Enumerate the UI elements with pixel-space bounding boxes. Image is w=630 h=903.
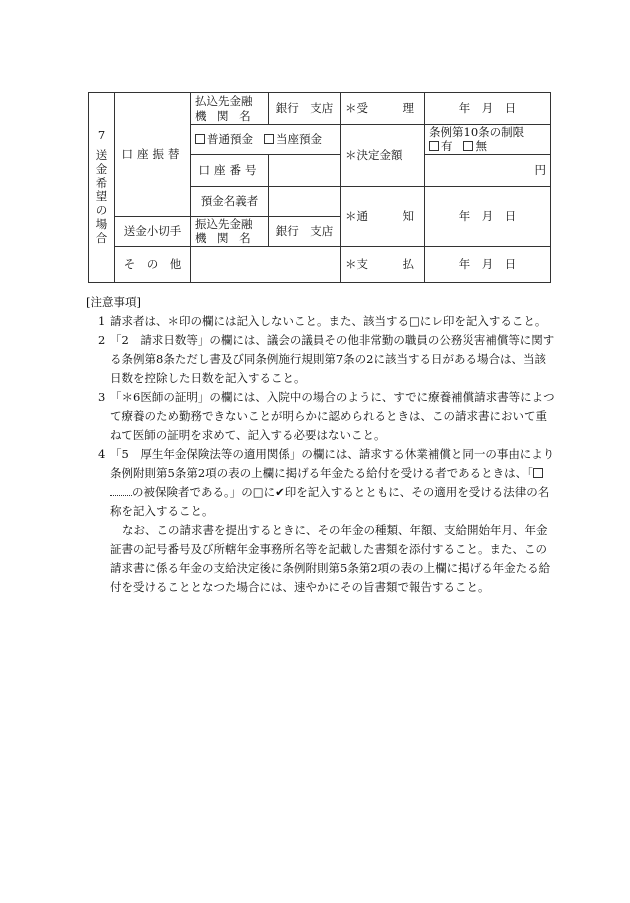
section-title-char: 合 [95, 230, 108, 245]
yokin-meigisha-field[interactable] [269, 186, 341, 216]
furikomi-bank-label-line1: 払込先金融 [195, 94, 253, 109]
uketori-date-cell[interactable]: 年 月 日 [425, 93, 551, 125]
note-number: 2 [98, 333, 106, 347]
note-item-4-continuation [86, 521, 556, 597]
toza-checkbox[interactable] [264, 134, 274, 144]
notes-section [86, 293, 556, 597]
note-number: 1 [98, 314, 106, 328]
jorei-text: 条例第10条の制限 [429, 125, 525, 139]
furikomi2-bank-label-line1: 振込先金融 [195, 216, 253, 231]
note-item-4 [86, 445, 556, 521]
note-text: 「＊6医師の証明」の欄には、入院中の場合のように、すでに療養補償請求書等によつて療養のため勤務できないことが明らかに認められるときは、この請求書において重ねて医師の証明を求めて、記入する必要はないこと。 [110, 390, 555, 442]
section-title-char: 場 [95, 216, 108, 231]
section-title-char: 金 [95, 161, 108, 176]
section-title-char: の [95, 203, 108, 218]
sonota-field[interactable] [191, 246, 341, 282]
ketteikingaku-label: ＊決定金額 [341, 125, 425, 187]
sonota-label: そ の 他 [115, 246, 191, 282]
nashi-label: 無 [475, 139, 487, 154]
note-text: 「2 請求日数等」の欄には、議会の議員その他非常勤の職員の公務災害補償等に関する条例第8条ただし書及び同条例施行規則第7条の2に該当する日がある場合は、当該日数を控除した日数を記入すること。 [110, 333, 555, 385]
furikomi-bank-label [191, 93, 269, 125]
nashi-checkbox[interactable] [463, 141, 473, 151]
koza-bango-label: 口座番号 [191, 154, 269, 186]
yokin-meigisha-label: 預金名義者 [191, 186, 269, 216]
uketori-label: ＊受 理 [341, 93, 425, 125]
note-number: 4 [98, 447, 106, 461]
section-7-cell [89, 93, 115, 283]
tsuchi-label: ＊通 知 [341, 186, 425, 246]
jorei-cell [425, 125, 551, 155]
note-text: 請求者は、＊印の欄には記入しないこと。また、該当する□にレ印を記入すること。 [110, 314, 547, 328]
remittance-form-table [88, 92, 551, 283]
checkbox-symbol [533, 468, 543, 478]
section-title-char: 希 [95, 175, 108, 190]
furikomi2-bank-label [191, 216, 269, 246]
notes-heading: [注意事項] [86, 295, 141, 309]
furikomi2-bank-label-line2: 機 関 名 [195, 231, 255, 246]
note-item-1 [86, 312, 556, 331]
futsu-checkbox[interactable] [195, 134, 205, 144]
tsuchi-date-cell[interactable]: 年 月 日 [425, 186, 551, 246]
note-text-b: の被保険者である。」の□に✔印を記入するとともに、その適用を受ける法律の名称を記入すること。 [110, 485, 550, 518]
shiharai-date-cell[interactable]: 年 月 日 [425, 246, 551, 282]
ari-label: 有 [441, 139, 453, 154]
koza-bango-field[interactable] [269, 154, 341, 186]
section-number: 7 [97, 128, 106, 143]
note-text-a: 「5 厚生年金保険法等の適用関係」の欄には、請求する休業補償と同一の事由により条例附則第5条第2項の表の上欄に掲げる年金たる給付を受ける者であるときは、「 [110, 447, 555, 480]
bank-branch-2-cell[interactable]: 銀行 支店 [269, 216, 341, 246]
note-item-3 [86, 388, 556, 445]
note-text: なお、この請求書を提出するときに、その年金の種類、年額、支給開始年月、年金証書の記号番号及び所轄年金事務所名等を記載した書類を添付すること。また、この請求書に係る年金の支給決定後に条例附則第5条第2項の表の上欄に掲げる年金たる給付を受けることとなつた場合には、速やかにその旨書類で報告すること。 [110, 523, 551, 594]
shiharai-label: ＊支 払 [341, 246, 425, 282]
account-type-cell [191, 125, 341, 155]
ari-checkbox[interactable] [429, 141, 439, 151]
note-item-2 [86, 331, 556, 388]
blank-dots [110, 485, 132, 496]
toza-label: 当座預金 [275, 132, 322, 147]
section-title-char: 送 [95, 147, 108, 162]
furikomi-bank-label-line2: 機 関 名 [195, 108, 255, 123]
section-title-char: 望 [95, 189, 108, 204]
kettei-yen-cell[interactable]: 円 [425, 154, 551, 186]
note-number: 3 [98, 390, 106, 404]
sokin-kogitte-label: 送金小切手 [115, 216, 191, 246]
koza-furikae-label: 口座振替 [115, 93, 191, 217]
futsu-label: 普通預金 [207, 132, 253, 147]
bank-branch-cell[interactable]: 銀行 支店 [269, 93, 341, 125]
